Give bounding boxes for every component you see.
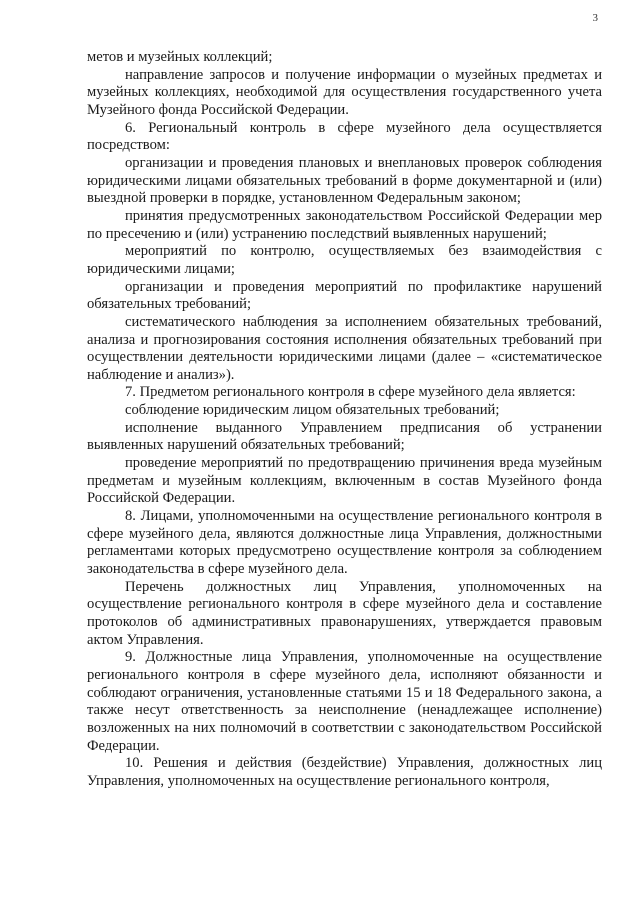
paragraph: метов и музейных коллекций;: [87, 49, 273, 65]
paragraph: 8. Лицами, уполномоченными на осуществление регионального контроля в сфере музейного дела, являются должностные лица Управления, должностными регламентами которых предусмотрено осуществление контроля за соблюдением законодательства в сфере музейного дела.: [87, 508, 602, 578]
paragraph: соблюдение юридическим лицом обязательных требований;: [125, 402, 500, 419]
paragraph: 10. Решения и действия (бездействие) Управления, должностных лиц Управления, уполномоченных на осуществление регионального контроля,: [87, 755, 602, 789]
paragraph: проведение мероприятий по предотвращению причинения вреда музейным предметам и музейным коллекциям, включенным в состав Музейного фонда Российской Федерации.: [87, 455, 602, 507]
document-body: [87, 49, 602, 791]
paragraph: 9. Должностные лица Управления, уполномоченные на осуществление регионального контроля в сфере музейного дела, исполняют обязанности и соблюдают ограничения, установленные статьями 15 и 18 Федерального закона, а также несут ответственность за неисполнение (ненадлежащее исполнение) возложенных на них полномочий в соответствии с законодательством Российской Федерации.: [87, 649, 602, 754]
paragraph: Перечень должностных лиц Управления, уполномоченных на осуществление регионального контроля в сфере музейного дела и составление протоколов об административных правонарушениях, утверждается правовым актом Управления.: [87, 578, 602, 648]
paragraph: организации и проведения плановых и внеплановых проверок соблюдения юридическими лицами обязательных требований в форме документарной и (или) выездной проверки в порядке, установленном Федеральным законом;: [87, 154, 602, 207]
paragraph: направление запросов и получение информации о музейных предметах и музейных коллекциях, необходимой для осуществления государственного учета Музейного фонда Российской Федерации.: [87, 66, 602, 118]
paragraph: 7. Предметом регионального контроля в сфере музейного дела является:: [125, 384, 576, 401]
paragraph: исполнение выданного Управлением предписания об устранении выявленных нарушений обязательных требований;: [87, 419, 602, 454]
paragraph: 6. Региональный контроль в сфере музейного дела осуществляется посредством:: [87, 119, 602, 154]
paragraph: организации и проведения мероприятий по профилактике нарушений обязательных требований;: [87, 278, 602, 313]
paragraph: принятия предусмотренных законодательством Российской Федерации мер по пресечению и (или) устранению последствий выявленных нарушений;: [87, 207, 602, 242]
paragraph: систематического наблюдения за исполнением обязательных требований, анализа и прогнозирования состояния исполнения обязательных требований при осуществлении деятельности юридическими лицами (далее – «систематическое наблюдение и анализ»).: [87, 313, 602, 383]
paragraph: мероприятий по контролю, осуществляемых без взаимодействия с юридическими лицами;: [87, 243, 602, 277]
page-number: 3: [592, 12, 598, 24]
